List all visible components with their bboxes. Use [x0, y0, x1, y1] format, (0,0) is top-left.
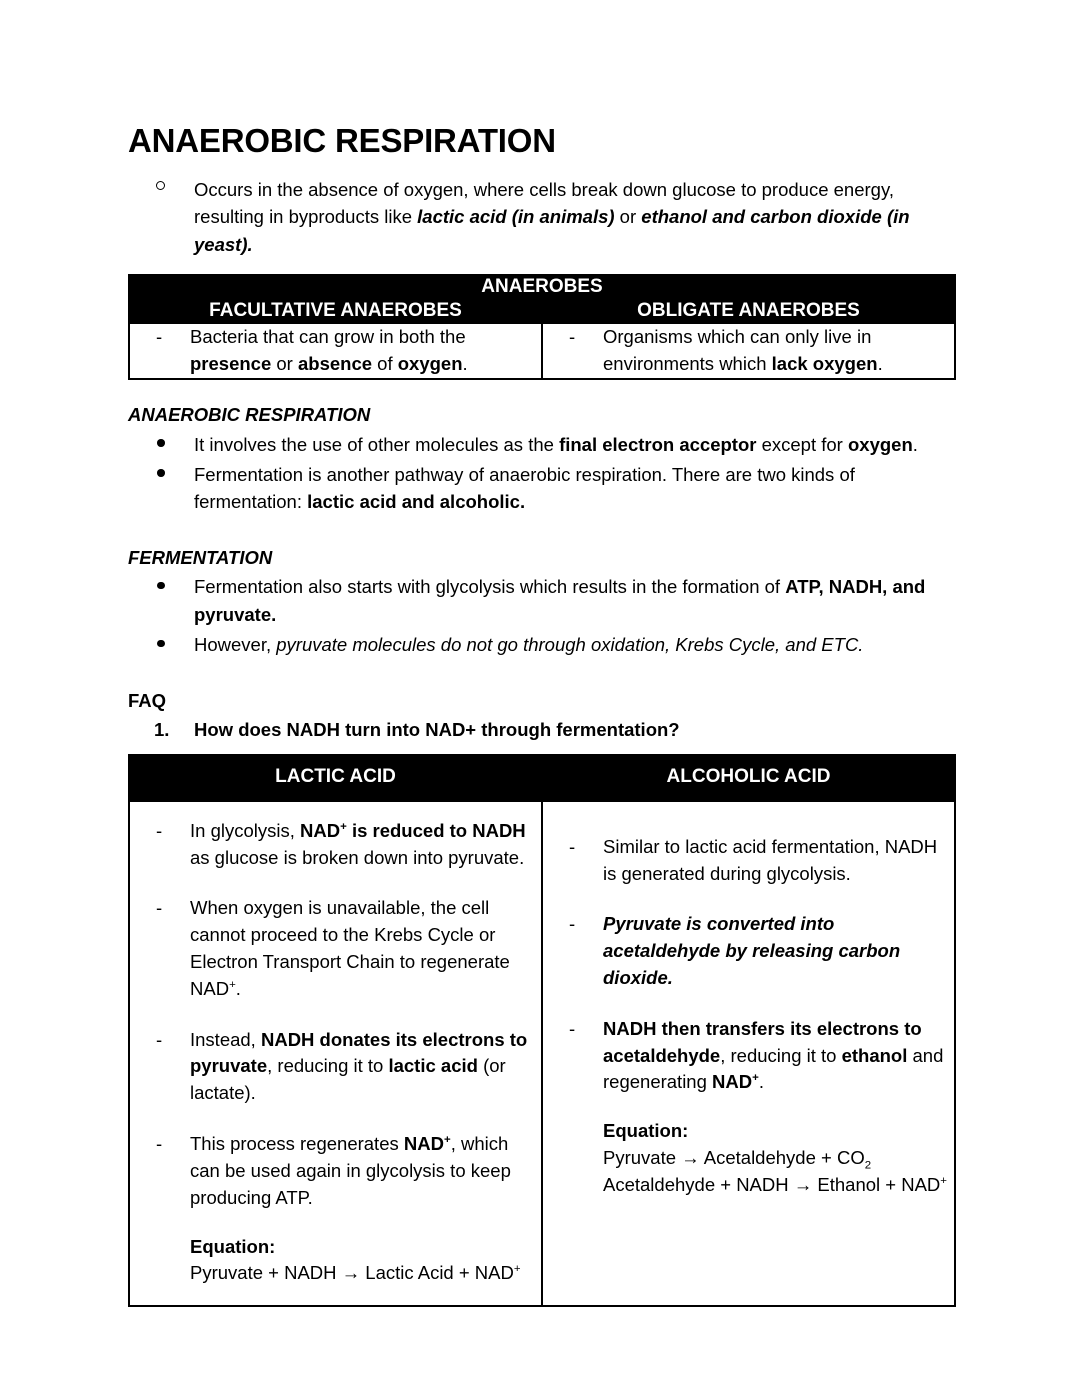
- list-item-text: In glycolysis, NAD+ is reduced to NADH as glucose is broken down into pyruvate.: [190, 819, 526, 868]
- list-item-text: Instead, NADH donates its electrons to pyruvate, reducing it to lactic acid (or lactate).: [190, 1028, 528, 1104]
- dash-bullet-icon: -: [156, 326, 163, 348]
- spacer: [128, 519, 956, 545]
- list-item: [130, 1131, 541, 1211]
- list-item-text: Bacteria that can grow in both the presence or absence of oxygen.: [190, 326, 468, 374]
- list-item-text: It involves the use of other molecules as the final electron acceptor except for oxygen.: [194, 433, 918, 455]
- page-title: ANAEROBIC RESPIRATION: [128, 122, 556, 159]
- dash-bullet-list: [543, 834, 954, 1097]
- hollow-circle-bullet-icon: [156, 181, 165, 190]
- table-row: [129, 323, 955, 379]
- lactic-acid-equation-block: [130, 1234, 541, 1288]
- list-item: [543, 911, 954, 991]
- list-item-text: This process regenerates NAD+, which can be used again in glycolysis to keep producing ATP.: [190, 1133, 511, 1208]
- list-item: [128, 431, 956, 458]
- list-item-text: Pyruvate is converted into acetaldehyde by releasing carbon dioxide.: [603, 913, 901, 988]
- column-header-alcoholic-acid: ALCOHOLIC ACID: [542, 755, 955, 801]
- list-item-text: Organisms which can only live in environments which lack oxygen.: [603, 326, 883, 374]
- dash-bullet-list: [130, 324, 541, 378]
- dash-bullet-list: [543, 324, 954, 378]
- list-item-text: Similar to lactic acid fermentation, NADH is generated during glycolysis.: [603, 835, 938, 884]
- table-row: [129, 299, 955, 323]
- alcoholic-acid-equation-block: [543, 1118, 954, 1198]
- section-heading-faq: FAQ: [128, 689, 167, 711]
- faq-question-text: How does NADH turn into NAD+ through fermentation?: [194, 719, 680, 741]
- list-item: [128, 716, 956, 743]
- column-header-facultative: FACULTATIVE ANAEROBES: [129, 299, 542, 323]
- document-content: [128, 122, 956, 1307]
- list-item-text: Fermentation is another pathway of anaerobic respiration. There are two kinds of fermentation: lactic acid and alcoholic.: [194, 463, 855, 513]
- list-item: [128, 176, 956, 258]
- list-item: [130, 1027, 541, 1107]
- spacer: [128, 662, 956, 688]
- table-row: [129, 755, 955, 801]
- list-item: [130, 818, 541, 872]
- equation-line: Pyruvate + NADH → Lactic Acid + NAD+: [190, 1262, 521, 1284]
- list-item: [130, 324, 541, 378]
- dash-bullet-icon: -: [569, 913, 576, 935]
- cell-lactic-acid: [129, 801, 542, 1306]
- faq-question-list: [128, 716, 956, 743]
- disc-bullet-icon: [157, 582, 165, 590]
- equation-line: Pyruvate → Acetaldehyde + $CO_2$: [603, 1147, 872, 1172]
- list-item-text: When oxygen is unavailable, the cell cannot proceed to the Krebs Cycle or Electron Transport Chain to regenerate NAD+.: [190, 897, 510, 999]
- spacer: [128, 746, 956, 754]
- dash-bullet-icon: -: [156, 897, 163, 919]
- disc-bullet-icon: [157, 469, 165, 477]
- list-item: [128, 631, 956, 658]
- list-item-text: Fermentation also starts with glycolysis which results in the formation of ATP, NADH, and pyruvate.: [194, 576, 926, 625]
- list-item: [543, 1016, 954, 1096]
- equation-line: Acetaldehyde + NADH → Ethanol + NAD+: [603, 1173, 947, 1195]
- section-heading-anaerobic-respiration: ANAEROBIC RESPIRATION: [128, 403, 371, 425]
- anaerobic-respiration-bullet-list: [128, 431, 956, 516]
- list-number: 1.: [154, 719, 170, 741]
- intro-bullet-list: [128, 176, 956, 258]
- spacer: [128, 260, 956, 274]
- dash-bullet-icon: -: [569, 835, 576, 857]
- dash-bullet-icon: -: [569, 326, 576, 348]
- dash-bullet-icon: -: [156, 1133, 163, 1155]
- dash-bullet-icon: -: [569, 1017, 576, 1039]
- table-row: [129, 801, 955, 1306]
- section-heading-fermentation: FERMENTATION: [128, 546, 273, 568]
- disc-bullet-icon: [157, 640, 165, 648]
- cell-alcoholic-acid: [542, 801, 955, 1306]
- fermentation-types-table: [128, 754, 956, 1307]
- list-item-text: However, pyruvate molecules do not go through oxidation, Krebs Cycle, and ETC.: [194, 634, 864, 656]
- list-item: [130, 895, 541, 1002]
- list-item-text: NADH then transfers its electrons to acetaldehyde, reducing it to ethanol and regenerating NAD+.: [603, 1017, 944, 1093]
- cell-obligate-anaerobes: [542, 323, 955, 379]
- cell-facultative-anaerobes: [129, 323, 542, 379]
- list-item: [543, 324, 954, 378]
- equation-label: Equation:: [603, 1120, 689, 1142]
- anaerobes-table: [128, 274, 956, 380]
- spacer: [128, 380, 956, 402]
- table-row: [129, 275, 955, 299]
- list-item: [128, 461, 956, 516]
- dash-bullet-list: [130, 818, 541, 1212]
- anaerobes-table-title: ANAEROBES: [129, 275, 955, 299]
- list-item-text: Occurs in the absence of oxygen, where cells break down glucose to produce energy, resulting in byproducts like lactic acid (in animals) or ethanol and carbon dioxide (in yeast).: [194, 178, 910, 255]
- disc-bullet-icon: [157, 439, 165, 447]
- list-item: [128, 573, 956, 628]
- list-item: [543, 834, 954, 888]
- dash-bullet-icon: -: [156, 1028, 163, 1050]
- fermentation-bullet-list: [128, 573, 956, 658]
- column-header-obligate: OBLIGATE ANAEROBES: [542, 299, 955, 323]
- column-header-lactic-acid: LACTIC ACID: [129, 755, 542, 801]
- equation-label: Equation:: [190, 1235, 276, 1257]
- dash-bullet-icon: -: [156, 819, 163, 841]
